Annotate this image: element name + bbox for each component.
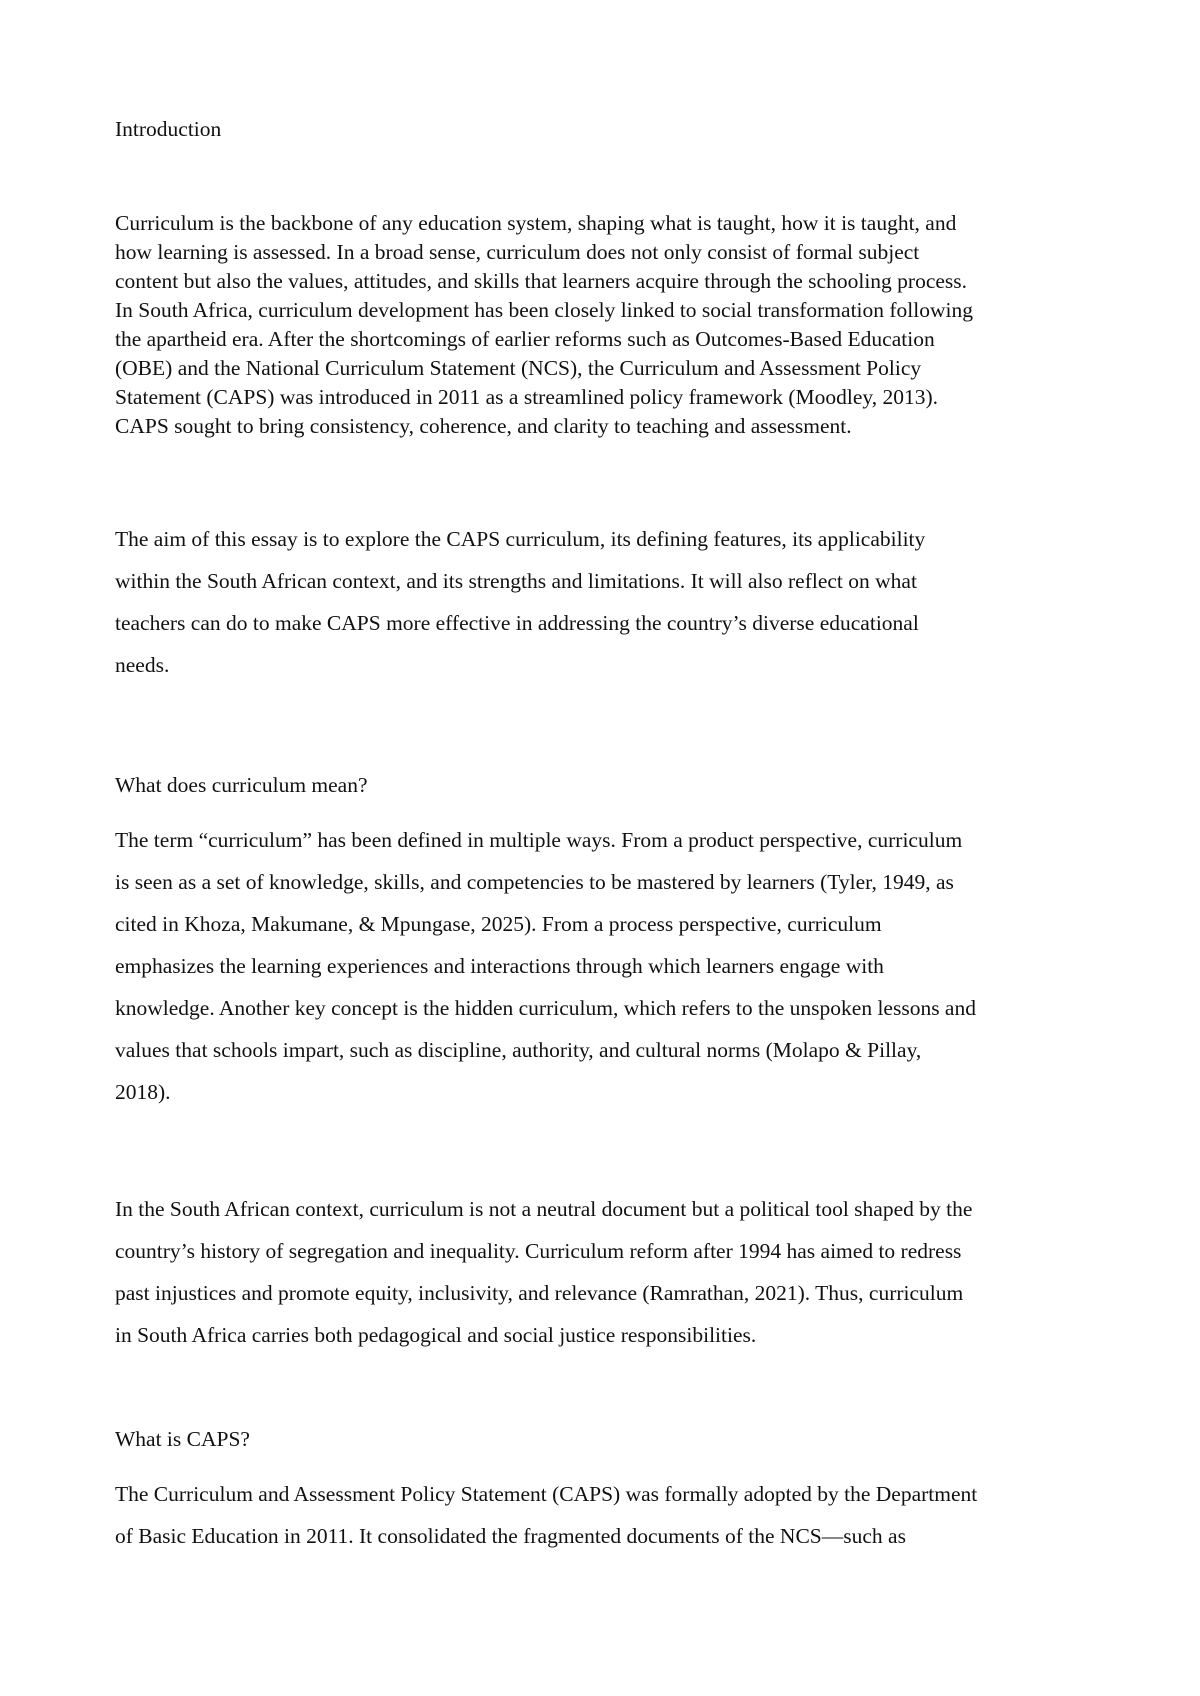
paragraph-line: of Basic Education in 2011. It consolidated the fragmented documents of the NCS—such as [115, 1524, 906, 1548]
paragraph-line: Curriculum is the backbone of any education system, shaping what is taught, how it is taught, and [115, 211, 957, 235]
paragraph-line: In South Africa, curriculum development has been closely linked to social transformation following [115, 298, 973, 322]
paragraph-line: past injustices and promote equity, inclusivity, and relevance (Ramrathan, 2021). Thus, curriculum [115, 1281, 964, 1305]
paragraph-line: The aim of this essay is to explore the CAPS curriculum, its defining features, its applicability [115, 527, 926, 551]
paragraph-line: teachers can do to make CAPS more effective in addressing the country’s diverse educational [115, 611, 919, 635]
aim-paragraph [115, 518, 1115, 686]
paragraph-line: the apartheid era. After the shortcomings of earlier reforms such as Outcomes-Based Education [115, 327, 935, 351]
context-paragraph [115, 1188, 1115, 1356]
heading-curriculum-meaning: What does curriculum mean? [115, 773, 368, 797]
caps-paragraph [115, 1473, 1115, 1557]
paragraph-line: 2018). [115, 1080, 171, 1104]
paragraph-line: needs. [115, 653, 170, 677]
paragraph-line: country’s history of segregation and inequality. Curriculum reform after 1994 has aimed to redress [115, 1239, 962, 1263]
heading-what-is-caps: What is CAPS? [115, 1427, 250, 1451]
paragraph-line: In the South African context, curriculum is not a neutral document but a political tool shaped by the [115, 1197, 973, 1221]
paragraph-line: is seen as a set of knowledge, skills, and competencies to be mastered by learners (Tyler, 1949, as [115, 870, 954, 894]
paragraph-line: values that schools impart, such as discipline, authority, and cultural norms (Molapo & Pillay, [115, 1038, 922, 1062]
paragraph-line: knowledge. Another key concept is the hidden curriculum, which refers to the unspoken lessons and [115, 996, 976, 1020]
paragraph-line: The Curriculum and Assessment Policy Statement (CAPS) was formally adopted by the Department [115, 1482, 978, 1506]
paragraph-line: CAPS sought to bring consistency, coherence, and clarity to teaching and assessment. [115, 414, 852, 438]
paragraph-line: how learning is assessed. In a broad sense, curriculum does not only consist of formal subject [115, 240, 920, 264]
curriculum-paragraph [115, 819, 1115, 1113]
intro-paragraph [115, 209, 1115, 441]
paragraph-line: The term “curriculum” has been defined in multiple ways. From a product perspective, curriculum [115, 828, 963, 852]
paragraph-line: (OBE) and the National Curriculum Statement (NCS), the Curriculum and Assessment Policy [115, 356, 922, 380]
heading-introduction: Introduction [115, 117, 222, 141]
paragraph-line: Statement (CAPS) was introduced in 2011 as a streamlined policy framework (Moodley, 2013). [115, 385, 938, 409]
paragraph-line: cited in Khoza, Makumane, & Mpungase, 2025). From a process perspective, curriculum [115, 912, 882, 936]
paragraph-line: in South Africa carries both pedagogical and social justice responsibilities. [115, 1323, 757, 1347]
paragraph-line: within the South African context, and its strengths and limitations. It will also reflect on what [115, 569, 917, 593]
paragraph-line: content but also the values, attitudes, and skills that learners acquire through the schooling process. [115, 269, 968, 293]
paragraph-line: emphasizes the learning experiences and interactions through which learners engage with [115, 954, 884, 978]
